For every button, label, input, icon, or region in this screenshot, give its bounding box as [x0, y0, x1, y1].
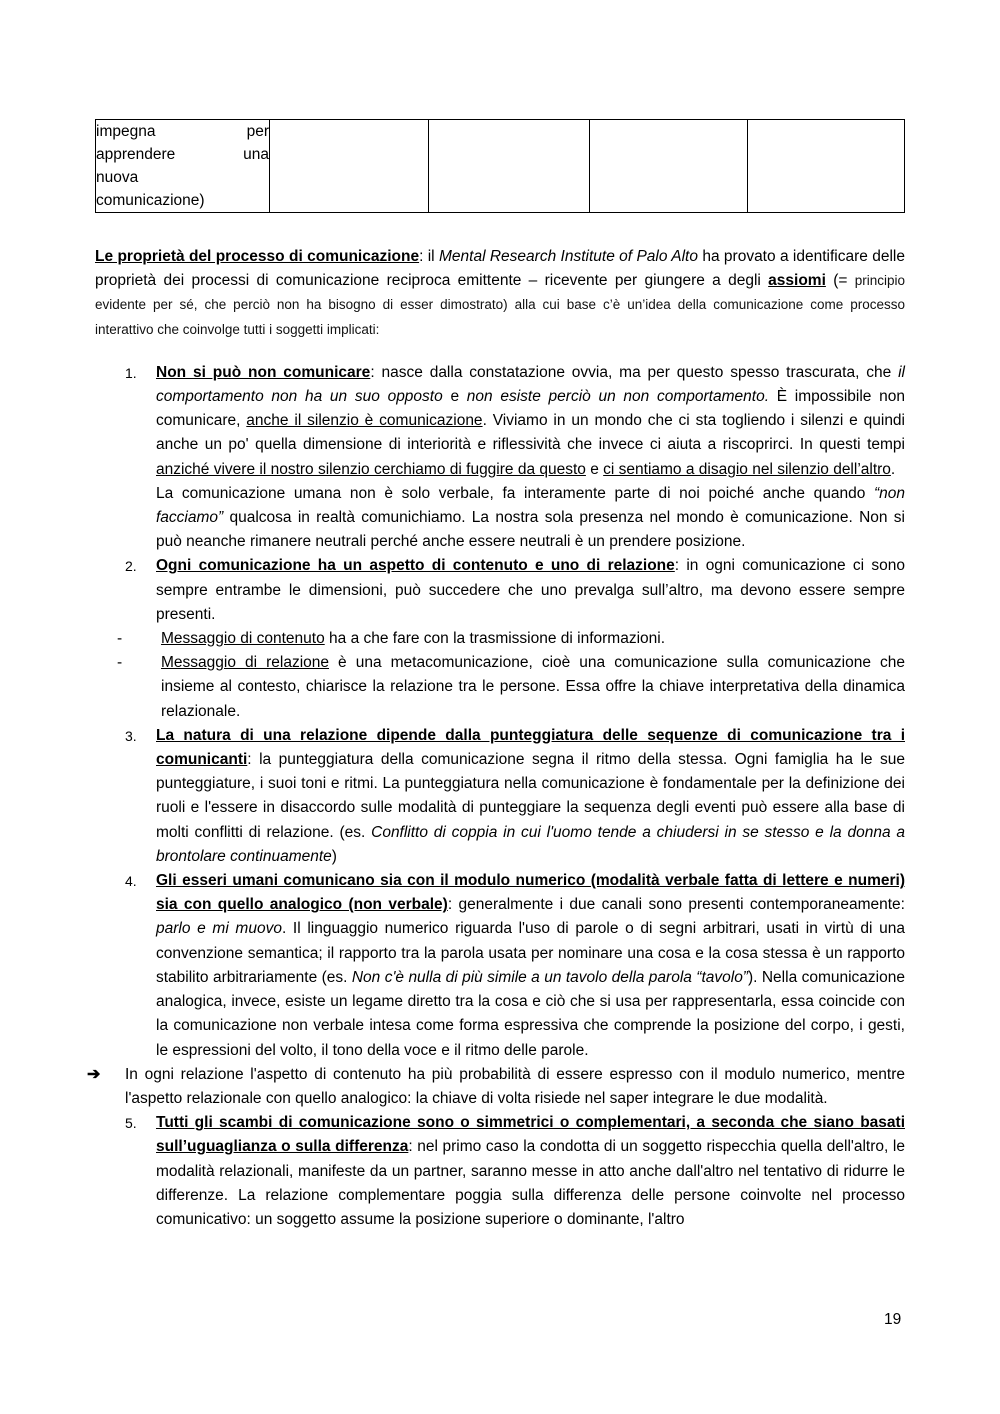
underlined-text: anche il silenzio è comunicazione	[246, 412, 483, 430]
list-number: 1.	[125, 364, 137, 381]
underlined-text: Messaggio di contenuto	[161, 630, 325, 648]
intro-paragraph	[95, 245, 905, 342]
axiom-title: Ogni comunicazione ha un aspetto di contenuto e uno di relazione	[156, 557, 675, 575]
text: . Il linguaggio numerico riguarda l'uso di parole o di segni arbitrari, usati in virtù di una convenzione semantica; il rapporto tra la parola usata per nominare una cosa e la cosa stessa è un rapporto stabilito arbitrariamente (es.	[156, 920, 906, 986]
text: : in ogni comunicazione ci sono sempre entrambe le dimensioni, può succedere che uno prevalga sull’altro, ma devono essere sempre presenti.	[156, 557, 905, 623]
underlined-text: Messaggio di relazione	[161, 654, 330, 672]
text: . Viviamo in un mondo che ci sta togliendo i silenzi e quindi anche un po' quella dimensione di interiorità e riflessività che invece ci aiuta a riscoprirci. In questi tempi	[156, 412, 906, 454]
text: : nel primo caso la condotta di un soggetto rispecchia quella dell'altro, le modalità relazionali, manifeste da un partner, saranno messe in atto anche dall'altro nel tentativo di ridurre le differenze. La relazione complementare poggia sulla differenza delle persone coinvolte nel processo comunicativo: un soggetto assume la posizione superiore o dominante, l'altro	[156, 1138, 905, 1228]
table-cell-empty	[429, 120, 590, 213]
list-item	[95, 361, 905, 482]
keyword-assiomi: assiomi	[768, 272, 826, 290]
italic-text: Non c'è nulla di più simile a un tavolo della parola “tavolo”	[351, 968, 748, 986]
institute-name: Mental Research Institute of Palo Alto	[438, 248, 698, 265]
table-cell-empty	[270, 120, 429, 213]
table-cell-empty	[748, 120, 905, 213]
table-fragment	[95, 119, 905, 213]
table-cell-text	[96, 120, 270, 213]
text: )	[331, 847, 337, 865]
dash-mark: -	[117, 630, 123, 648]
definition-text: principio evidente per sé, che perciò non ha bisogno di esser dimostrato) alla cui base c’è un’idea della comunicazione come processo interattivo che coinvolge tutti i soggetti implicati:	[95, 273, 906, 337]
italic-text: Conflitto di coppia in cui l'uomo tende a chiudersi in se stesso e la donna a brontolare continuamente	[156, 823, 905, 865]
page-number: 19	[884, 1311, 902, 1328]
text: .	[890, 460, 896, 478]
text: : generalmente i due canali sono presenti contemporaneamente:	[447, 896, 905, 914]
axiom-title: Tutti gli scambi di comunicazione sono o simmetrici o complementari, a seconda che siano basati sull’uguaglianza o sulla differenza	[156, 1114, 905, 1156]
text: : nasce dalla constatazione ovvia, ma per questo spesso trascurata, che	[370, 363, 899, 381]
cell-line: impegna per	[96, 123, 269, 140]
axiom-title: Gli esseri umani comunicano sia con il modulo numerico (modalità verbale fatta di lettere e numeri) sia con quello analogico (non verbale)	[156, 872, 905, 914]
table-cell-empty	[590, 120, 748, 213]
underlined-text: ci sentiamo a disagio nel silenzio dell’altro	[603, 460, 891, 478]
text: ha a che fare con la trasmissione di informazioni.	[324, 630, 666, 648]
text: e	[585, 460, 604, 478]
list-number: 2.	[125, 558, 137, 575]
text: è una metacomunicazione, cioè una comunicazione sulla comunicazione che insieme al contesto, chiarisce la relazione tra le persone. Essa offre la chiave interpretativa della dinamica relazionale.	[161, 654, 905, 720]
italic-text: non esiste perciò un non comportamento.	[466, 388, 769, 406]
arrow-icon: ➔	[87, 1065, 101, 1083]
arrow-note	[87, 1063, 905, 1111]
dash-item	[95, 651, 905, 724]
list-item	[95, 1111, 905, 1232]
text: : il	[419, 248, 439, 265]
axiom-title: Non si può non comunicare	[156, 363, 371, 381]
italic-text: parlo e mi muovo	[156, 920, 282, 938]
dash-mark: -	[117, 654, 123, 672]
text: ha provato a identificare delle proprietà dei processi di comunicazione reciproca emittente – ricevente per giungere a degli	[95, 248, 905, 290]
body-text	[87, 245, 906, 1232]
italic-text: il comportamento non ha un suo opposto	[156, 363, 905, 406]
text: La comunicazione umana non è solo verbale, fa interamente parte di noi poiché anche quando	[156, 484, 874, 502]
list-item	[95, 724, 905, 869]
underlined-text: anziché vivere il nostro silenzio cerchiamo di fuggire da questo	[156, 460, 586, 478]
list-number: 5.	[125, 1115, 137, 1132]
text: qualcosa in realtà comunichiamo. La nostra sola presenza nel mondo è comunicazione. Non si può neanche rimanere neutrali perché anche essere neutrali è un prendere posizione.	[156, 509, 905, 551]
text: In ogni relazione l'aspetto di contenuto ha più probabilità di essere espresso con il modulo numerico, mentre l'aspetto relazionale con quello analogico: la chiave di volta risiede nel saper integrare le due modalità.	[125, 1065, 905, 1107]
axiom-list	[87, 361, 906, 1232]
list-item	[95, 869, 905, 1063]
cell-line: nuova	[96, 169, 139, 186]
cell-line: apprendere una	[96, 146, 269, 163]
list-item	[95, 554, 905, 627]
dash-item	[95, 627, 905, 651]
section-heading: Le proprietà del processo di comunicazione	[95, 248, 420, 265]
text: e	[442, 388, 467, 406]
text: (=	[825, 272, 855, 290]
axiom-title: La natura di una relazione dipende dalla punteggiatura delle sequenze di comunicazione tra i comunicanti	[156, 726, 905, 769]
italic-text: “non facciamo”	[156, 484, 905, 527]
list-item-continuation	[95, 482, 905, 555]
cell-line: comunicazione)	[96, 192, 205, 209]
text: : la punteggiatura della comunicazione segna il ritmo della stessa. Ogni famiglia ha le sue punteggiature, i suoi toni e ritmi. La punteggiatura nella comunicazione è fondamentale per la definizione dei ruoli e l'essere in disaccordo sulle modalità di punteggiare la sequenza degli eventi può essere alla base di molti conflitti di relazione. (es.	[156, 751, 905, 841]
text: ). Nella comunicazione analogica, invece, esiste un legame diretto tra la cosa e ciò che si usa per rappresentarla, essa coincide con la comunicazione non verbale intesa come forma espressiva che comprende la posizione del corpo, i gesti, le espressioni del volto, il tono della voce e il ritmo delle parole.	[156, 968, 905, 1059]
list-number: 3.	[125, 727, 137, 744]
text: È impossibile non comunicare,	[156, 388, 905, 430]
list-number: 4.	[125, 873, 137, 890]
